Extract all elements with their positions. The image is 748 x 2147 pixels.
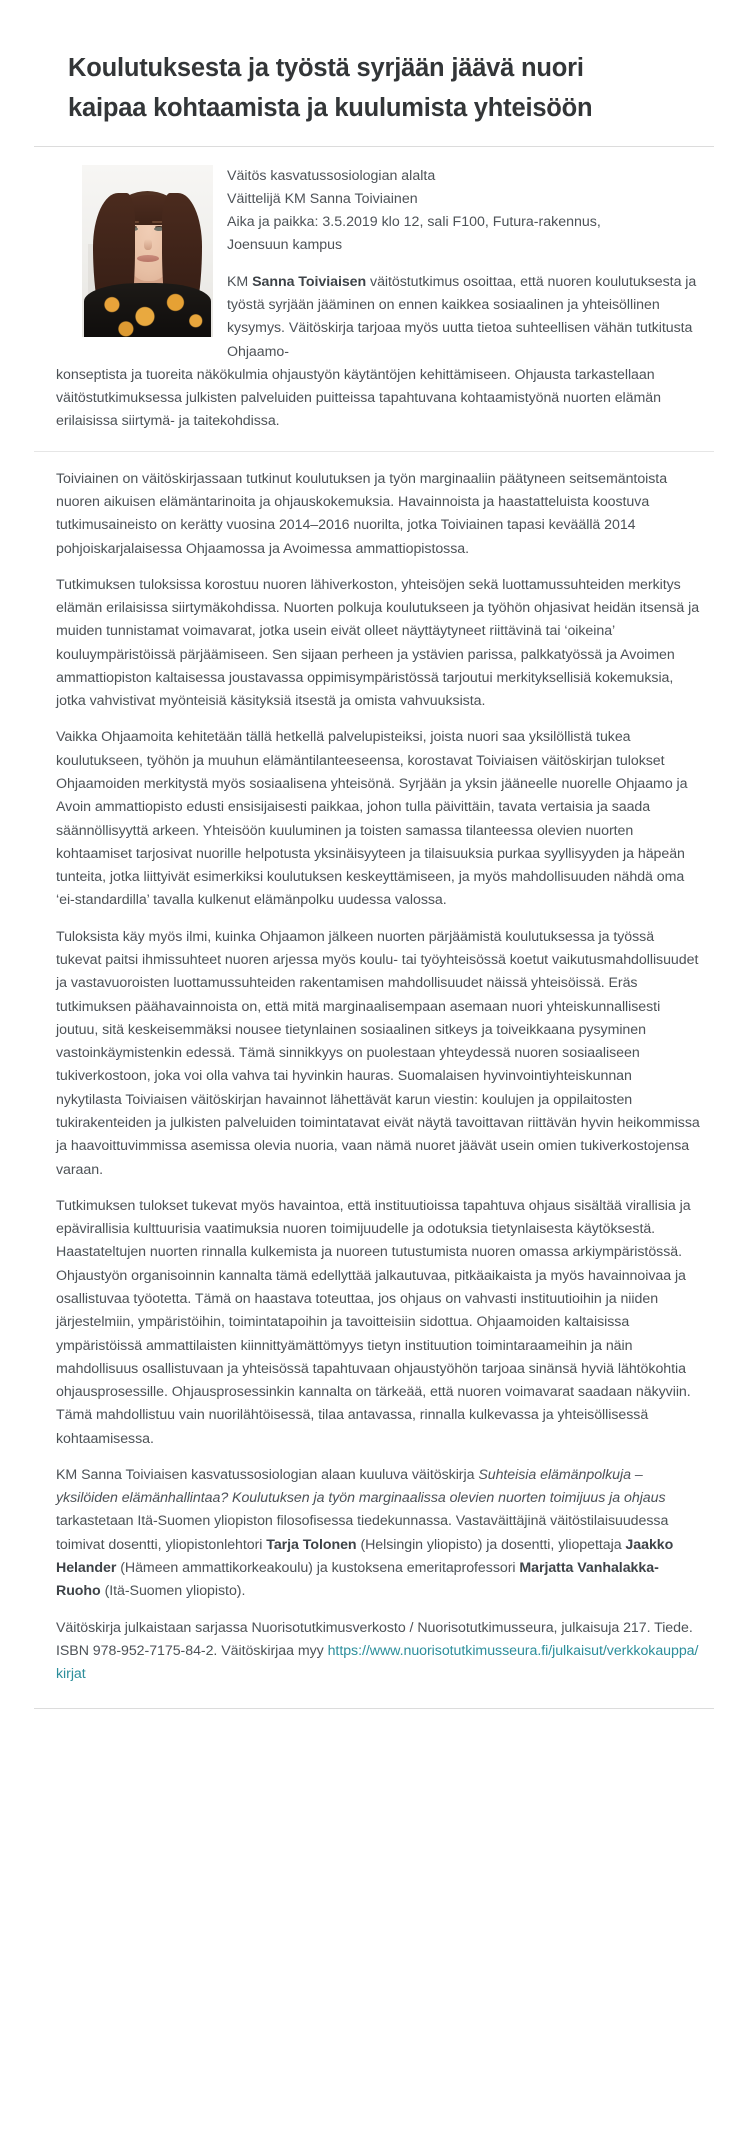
body-paragraph-3: Vaikka Ohjaamoita kehitetään tällä hetkellä palvelupisteiksi, joista nuori saa yksilöllistä tukea koulutukseen, työhön ja muuhun elämäntilanteeseensa, korostavat Toiviaisen väitöskirjan tulokset Ohjaamoiden merkitystä myös sosiaalisena yhteisönä. Syrjään ja yksin jääneelle nuorelle Ohjaamo ja Avoin ammattiopisto edusti ensisijaisesti paikkaa, johon tulla päivittäin, tavata vertaisia ja saada säännöllisyyttä arkeen. Yhteisöön kuuluminen ja toisten samassa tilanteessa olevien nuorten kohtaamiset tarjosivat nuorille helpotusta yksinäisyyteen ja tilaisuuksia purkaa syyllisyyden ja häpeän tunteita, jotka liittyivät esimerkiksi koulutuksen keskeyttämiseen, ja myös mahdollisuuden nähdä oma ‘ei-standardilla’ tavalla kulkenut elämänpolku uudessa valossa. xyxy=(56,729,688,909)
meta-time-place-line-2: Joensuun kampus xyxy=(227,237,343,254)
opponent-one-name: Tarja Tolonen xyxy=(266,1536,357,1553)
page-title-line-1: Koulutuksesta ja työstä syrjään jäävä nuori xyxy=(68,54,584,82)
meta-field: Väitös kasvatussosiologian alalta xyxy=(227,167,436,184)
event-metadata xyxy=(227,147,700,258)
portrait-lips xyxy=(137,255,159,262)
body-paragraph-1: Toiviainen on väitöskirjassaan tutkinut koulutuksen ja työn marginaaliin päätyneen seitsemäntoista nuoren aikuisen elämäntarinoita ja ohjauskokemuksia. Havainnoista ja haastatteluista koostuva tutkimusaineisto on kerätty vuosina 2014–2016 nuorilta, jotka Toiviainen tapasi keväällä 2014 pohjoiskarjalaisessa Ohjaamossa ja Avoimessa ammattiopistossa. xyxy=(56,470,668,557)
article-header xyxy=(0,0,748,129)
portrait-shoulders xyxy=(84,283,211,337)
publication-paragraph xyxy=(56,1617,700,1687)
dissertation-mid-1: tarkastetaan Itä-Suomen yliopiston filosofisessa tiedekunnassa. Vastaväittäjinä väitöstilaisuudessa toimivat dosentti, yliopistonlehtori xyxy=(56,1513,669,1553)
lead-paragraph-block xyxy=(227,271,700,364)
page-title-line-2: kaipaa kohtaamista ja kuulumista yhteisöön xyxy=(68,94,593,123)
meta-defender: Väittelijä KM Sanna Toiviainen xyxy=(227,190,418,207)
page-bottom-spacer xyxy=(0,1709,748,1745)
dissertation-title: Suhteisia elämänpolkuja – yksilöiden elämänhallintaa? Koulutuksen ja työn marginaalissa olevien nuorten toimijuus ja ohjaus xyxy=(56,1466,666,1507)
dissertation-pre-title: KM Sanna Toiviaisen kasvatussosiologian alaan kuuluva väitöskirja xyxy=(56,1466,479,1483)
lead-prefix: KM xyxy=(227,273,253,290)
lead-rest: väitöstutkimus osoittaa, että nuoren koulutuksesta ja työstä syrjään jääminen on ennen kaikkea sosiaalinen ja yhteisöllinen kysymys. Väitöskirja tarjoaa myös uutta tietoa suhteellisen vähän tutkitusta Ohjaamo- xyxy=(227,273,697,360)
intro-continuation-paragraph: konseptista ja tuoreita näkökulmia ohjaustyön käytäntöjen kehittämiseen. Ohjausta tarkastellaan väitöstutkimuksessa julkisten palveluiden puitteissa tapahtuvana kohtaamistyönä nuorten elämän erilaisissa siirtymä- ja taitekohdissa. xyxy=(56,366,661,430)
portrait-photo xyxy=(82,165,213,337)
dissertation-paragraph xyxy=(56,1464,700,1604)
webshop-link[interactable]: https://www.nuorisotutkimusseura.fi/julkaisut/verkkokauppa/kirjat xyxy=(56,1642,699,1683)
body-paragraph-4: Tuloksista käy myös ilmi, kuinka Ohjaamon jälkeen nuorten pärjäämistä koulutuksessa ja työssä tukevat paitsi ihmissuhteet nuoren arjessa myös koulu- tai työyhteisössä koetut vaikutusmahdollisuudet ja vastavuoroisten luottamussuhteiden rakentamisen mahdollisuudet näissä yhteisöissä. Eräs tutkimuksen päähavainnoista on, että mitä marginaalisempaan asemaan nuori yhteiskunnallisesti joutuu, sitä keskeisemmäksi nousee tietynlainen sosiaalinen sitkeys ja toiveikkaana pysyminen vastoinkäymistenkin edessä. Tämä sinnikkyys on puolestaan yhteydessä nuoren sosiaaliseen tukiverkostoon, joka voi olla vahva tai hyvinkin hauras. Suomalaisen hyvinvointiyhteiskunnan nykytilasta Toiviaisen väitöskirjan havainnot lähettävät karun viestin: koulujen ja oppilaitosten tukirakenteiden ja julkisten palveluiden toimintatavat eivät näytä tavoittavan riittävän hyvin heikommissa ja haavoittuvimmissa asemissa olevia nuoria, vaan nämä nuoret jäävät usein omien tukiverkostojensa varaan. xyxy=(56,928,700,1178)
custos-name: Marjatta Vanhalakka-Ruoho xyxy=(56,1560,659,1600)
article-body xyxy=(0,147,748,434)
article-main-text xyxy=(0,452,748,1687)
body-paragraph-5: Tutkimuksen tulokset tukevat myös havaintoa, että instituutioissa tapahtuva ohjaus sisältää virallisia ja epävirallisia kulttuurisia vaatimuksia nuoren toimijuudelle ja odotuksia tietynlaisesta käytöksestä. Haastateltujen nuorten rinnalla kulkemista ja nuoreen tutustumista nuoren omassa arkiympäristössä. Ohjaustyön organisoinnin kannalta tämä edellyttää jalkautuvaa, pitkäaikaista ja myös havainnoivaa ja osallistuvaa työotetta. Tämä on haastava toteuttaa, jos ohjaus on vahvasti instituutioihin ja niiden järjestelmiin, ympäristöihin, toimintatapoihin ja tavoitteisiin sidottua. Ohjaamoiden kaltaisissa ympäristöissä ammattilaisten kiinnittyämättömyys tietyn instituution toimintaraameihin ja näin mahdollisuus osallistuvaan ja yhteisössä tapahtuvaan ohjaustyöhön tarjoaa sinänsä hyviä lähtökohtia ohjausprosessille. Ohjausprosessinkin kannalta on tärkeää, että nuoren voimavarat saadaan näkyviin. Tämä mahdollistuu vain nuorilähtöisessä, tilaa antavassa, rinnalla kulkevassa ja yhteisöllisessä kohtaamisessa. xyxy=(56,1197,691,1447)
dissertation-mid-2: (Helsingin yliopisto) ja dosentti, yliopettaja xyxy=(356,1536,626,1553)
page-title xyxy=(68,48,668,129)
publication-details: Väitöskirja julkaistaan sarjassa Nuorisotutkimusverkosto / Nuorisotutkimusseura, julkaisuja 217. Tiede. ISBN 978-952-7175-84-2. Väitöskirjaa myy xyxy=(56,1619,693,1659)
lead-name: Sanna Toiviaisen xyxy=(252,273,367,290)
opponent-two-name: Jaakko Helander xyxy=(56,1536,674,1577)
body-paragraph-2: Tutkimuksen tuloksissa korostuu nuoren lähiverkoston, yhteisöjen sekä luottamussuhteiden merkitys elämän erilaisissa siirtymäkohdissa. Nuorten polkuja koulutukseen ja työhön ohjasivat heidän itsensä ja muiden tunnistamat voimavarat, jotka usein eivät olleet näyttäytyneet riittävinä tai ‘oikeina’ kouluympäristöissä pärjäämiseen. Sen sijaan perheen ja ystävien parissa, palkkatyössä ja Avoimen ammattiopiston kaltaisessa joustavassa oppimisympäristössä tarjoutui merkityksellisiä kokemuksia, jotka vahvistivat myönteisiä käsityksiä itsestä ja omista vahvuuksista. xyxy=(56,576,700,710)
portrait-nose xyxy=(144,239,152,250)
dissertation-tail: (Itä-Suomen yliopisto). xyxy=(100,1583,246,1600)
dissertation-mid-3: (Hämeen ammattikorkeakoulu) ja kustoksena emeritaprofessori xyxy=(116,1560,520,1577)
meta-time-place-line-1: Aika ja paikka: 3.5.2019 klo 12, sali F100, Futura-rakennus, xyxy=(227,214,601,231)
lead-paragraph xyxy=(227,271,700,364)
